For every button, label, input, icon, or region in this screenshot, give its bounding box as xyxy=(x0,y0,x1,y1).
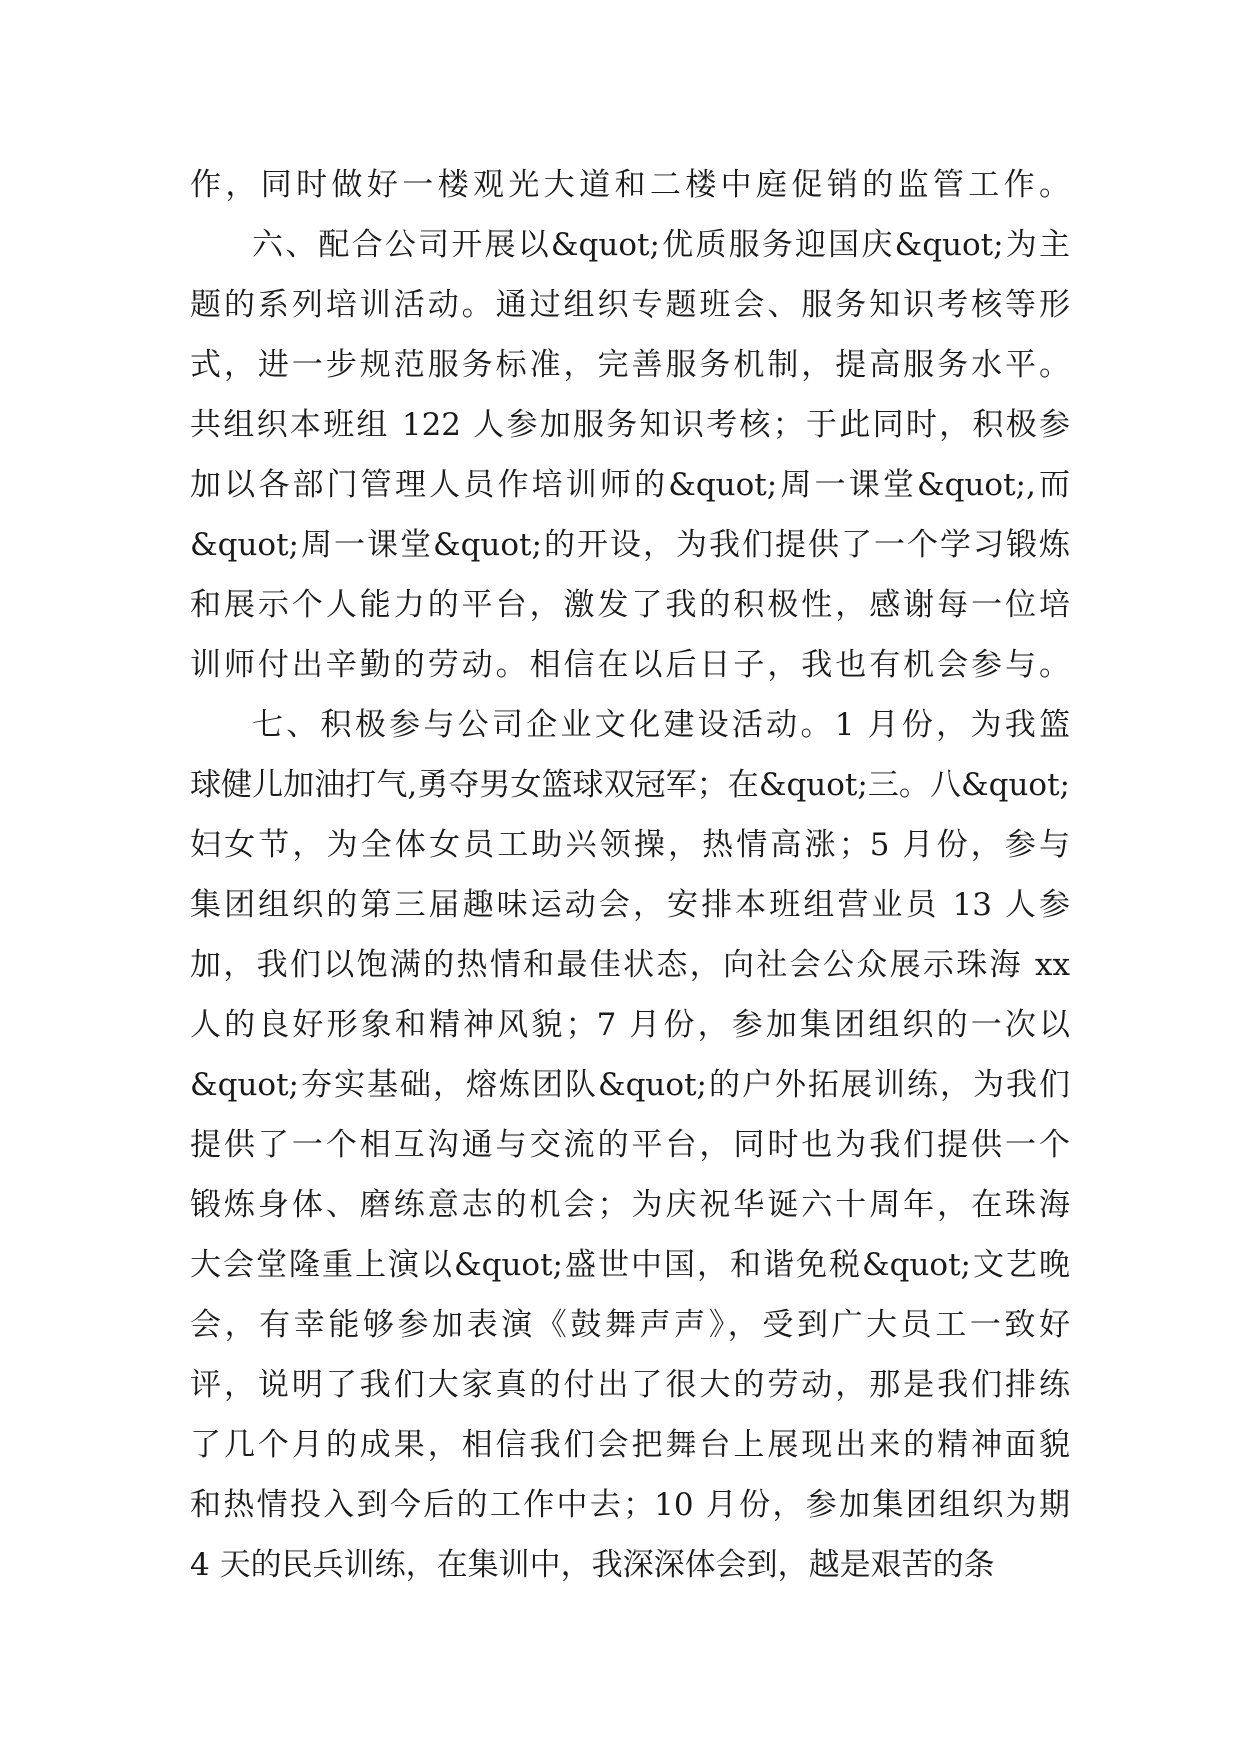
text-line: 大会堂隆重上演以&quot;盛世中国，和谐免税&quot;文艺晚 xyxy=(190,1247,1070,1283)
text-line: 集团组织的第三届趣味运动会，安排本班组营业员 13 人参 xyxy=(190,887,1070,923)
text-line: 七、积极参与公司企业文化建设活动。1 月份，为我篮 xyxy=(252,707,1070,743)
text-line: 人的良好形象和精神风貌；7 月份，参加集团组织的一次以 xyxy=(190,1007,1070,1043)
text-line: 题的系列培训活动。通过组织专题班会、服务知识考核等形 xyxy=(190,287,1070,323)
body-text xyxy=(190,155,1070,1595)
text-line: 六、配合公司开展以&quot;优质服务迎国庆&quot;为主 xyxy=(252,227,1070,263)
text-line: 作，同时做好一楼观光大道和二楼中庭促销的监管工作。 xyxy=(190,167,1070,203)
text-line: 共组织本班组 122 人参加服务知识考核；于此同时，积极参 xyxy=(190,407,1070,443)
text-line: 式，进一步规范服务标准，完善服务机制，提高服务水平。 xyxy=(190,347,1070,383)
text-line: 和热情投入到今后的工作中去；10 月份，参加集团组织为期 xyxy=(190,1487,1070,1523)
text-line: 会，有幸能够参加表演《鼓舞声声》，受到广大员工一致好 xyxy=(190,1307,1070,1343)
text-line: &quot;周一课堂&quot;的开设，为我们提供了一个学习锻炼 xyxy=(190,527,1070,563)
text-line: 提供了一个相互沟通与交流的平台，同时也为我们提供一个 xyxy=(190,1127,1070,1163)
text-line: 了几个月的成果，相信我们会把舞台上展现出来的精神面貌 xyxy=(190,1427,1070,1463)
text-line: 训师付出辛勤的劳动。相信在以后日子，我也有机会参与。 xyxy=(190,647,1070,683)
text-line: 和展示个人能力的平台，激发了我的积极性，感谢每一位培 xyxy=(190,587,1070,623)
text-line: &quot;夯实基础，熔炼团队&quot;的户外拓展训练，为我们 xyxy=(190,1067,1070,1103)
text-line: 加以各部门管理人员作培训师的&quot;周一课堂&quot;,而 xyxy=(190,467,1070,503)
text-line: 加，我们以饱满的热情和最佳状态，向社会公众展示珠海 xx xyxy=(190,947,1070,983)
text-line: 锻炼身体、磨练意志的机会；为庆祝华诞六十周年，在珠海 xyxy=(190,1187,1070,1223)
text-line: 4 天的民兵训练，在集训中，我深深体会到，越是艰苦的条 xyxy=(190,1547,995,1583)
text-line: 妇女节，为全体女员工助兴领操，热情高涨；5 月份，参与 xyxy=(190,827,1070,863)
text-line: 球健儿加油打气,勇夺男女篮球双冠军；在&quot;三。八&quot; xyxy=(190,767,1070,803)
text-line: 评，说明了我们大家真的付出了很大的劳动，那是我们排练 xyxy=(190,1367,1070,1403)
